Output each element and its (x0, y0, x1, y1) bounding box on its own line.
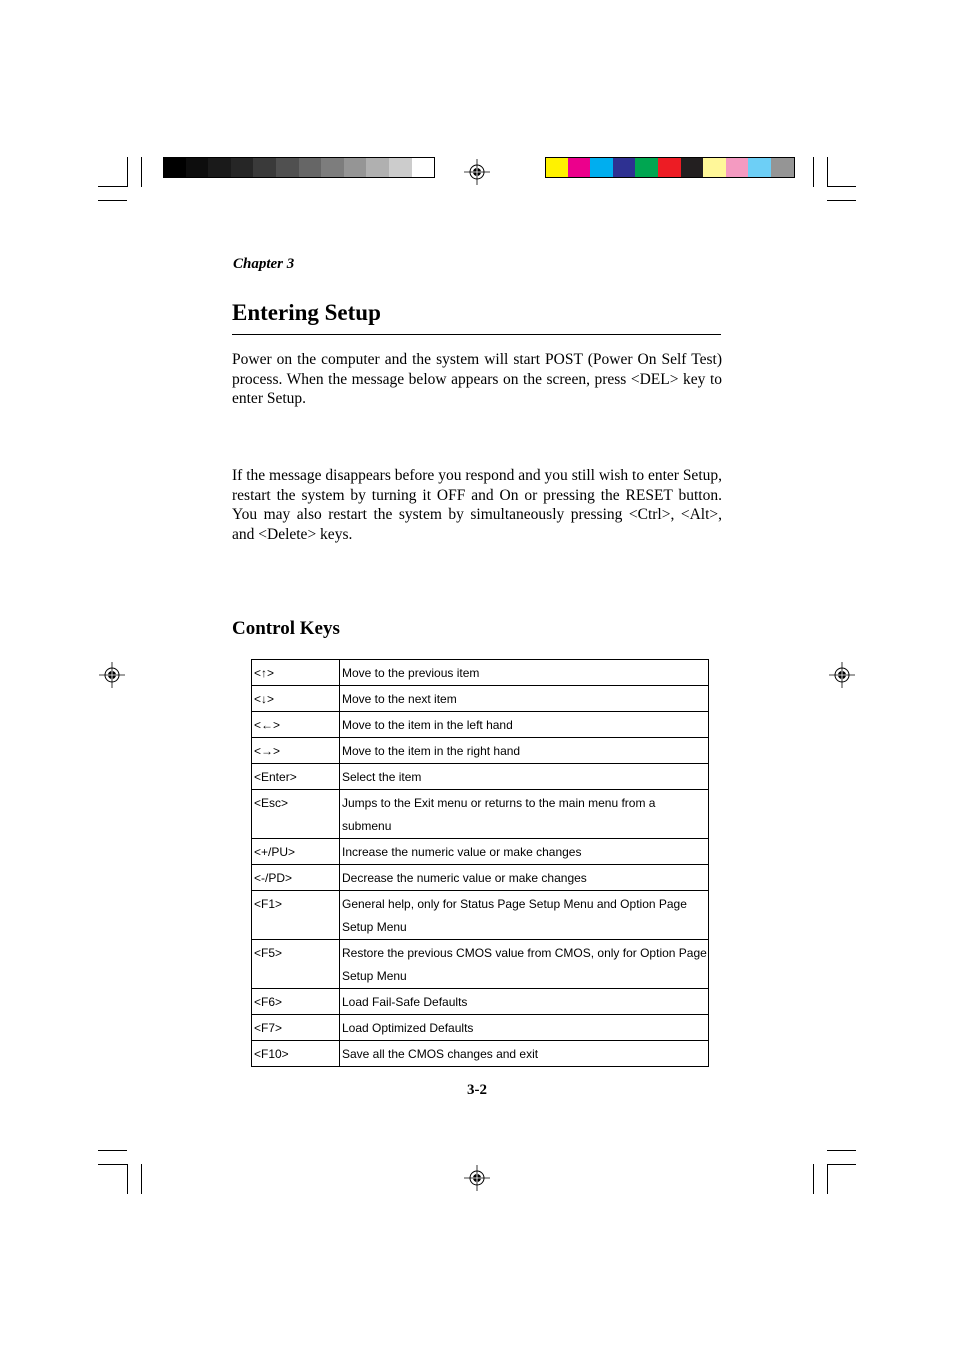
table-row (252, 660, 709, 686)
table-row (252, 940, 709, 989)
crop-mark (827, 200, 856, 201)
key-cell: <F10> (252, 1041, 340, 1067)
table-row (252, 790, 709, 839)
table-row (252, 891, 709, 940)
description-cell: Increase the numeric value or make changes (340, 839, 709, 865)
table-row (252, 1041, 709, 1067)
table-row (252, 764, 709, 790)
registration-mark-icon (829, 662, 855, 688)
key-cell: <F7> (252, 1015, 340, 1041)
crop-mark (827, 1164, 828, 1194)
crop-mark (827, 1150, 856, 1151)
bar-frame (545, 157, 795, 178)
bar-frame (163, 157, 435, 178)
key-cell: <Esc> (252, 790, 340, 839)
key-cell: <↓> (252, 686, 340, 712)
crop-mark (98, 1164, 127, 1165)
description-cell: Decrease the numeric value or make changes (340, 865, 709, 891)
crop-mark (98, 186, 127, 187)
chapter-label: Chapter 3 (233, 256, 295, 272)
table-row (252, 865, 709, 891)
key-cell: <→> (252, 738, 340, 764)
key-cell: <F6> (252, 989, 340, 1015)
description-cell: Move to the item in the right hand (340, 738, 709, 764)
key-cell: <F1> (252, 891, 340, 940)
restart-paragraph: If the message disappears before you respond and you still wish to enter Setup, restart the system by turning it OFF and On or pressing the RESET button. You may also restart the system by simultaneously pressing <Ctrl>, <Alt>, and <Delete> keys. (232, 467, 722, 543)
crop-mark (127, 157, 128, 187)
registration-mark-icon (464, 1165, 490, 1191)
description-cell: Select the item (340, 764, 709, 790)
key-cell: <↑> (252, 660, 340, 686)
crop-mark (127, 1164, 128, 1194)
section-title: Entering Setup (232, 300, 381, 325)
control-keys-table (251, 659, 709, 1067)
description-cell: Move to the next item (340, 686, 709, 712)
description-cell: Load Optimized Defaults (340, 1015, 709, 1041)
description-cell: General help, only for Status Page Setup Menu and Option Page Setup Menu (340, 891, 709, 940)
key-cell: <-/PD> (252, 865, 340, 891)
key-cell: <F5> (252, 940, 340, 989)
key-cell: <←> (252, 712, 340, 738)
control-keys-heading: Control Keys (232, 618, 340, 639)
title-divider (232, 334, 721, 335)
crop-mark (141, 157, 142, 187)
crop-mark (827, 186, 856, 187)
crop-mark (141, 1164, 142, 1194)
description-cell: Jumps to the Exit menu or returns to the main menu from a submenu (340, 790, 709, 839)
description-cell: Restore the previous CMOS value from CMOS, only for Option Page Setup Menu (340, 940, 709, 989)
registration-mark-icon (464, 159, 490, 185)
description-cell: Move to the item in the left hand (340, 712, 709, 738)
description-cell: Save all the CMOS changes and exit (340, 1041, 709, 1067)
page-number: 3-2 (467, 1082, 487, 1098)
table-row (252, 738, 709, 764)
key-cell: <+/PU> (252, 839, 340, 865)
intro-paragraph: Power on the computer and the system will start POST (Power On Self Test) process. When the message below appears on the screen, press <DEL> key to enter Setup. (232, 351, 722, 407)
crop-mark (827, 1164, 856, 1165)
crop-mark (813, 157, 814, 187)
table-row (252, 839, 709, 865)
description-cell: Load Fail-Safe Defaults (340, 989, 709, 1015)
table-row (252, 686, 709, 712)
table-row (252, 1015, 709, 1041)
table-row (252, 989, 709, 1015)
crop-mark (813, 1164, 814, 1194)
crop-mark (98, 200, 127, 201)
registration-mark-icon (99, 662, 125, 688)
key-cell: <Enter> (252, 764, 340, 790)
crop-mark (827, 157, 828, 187)
crop-mark (98, 1150, 127, 1151)
description-cell: Move to the previous item (340, 660, 709, 686)
table-row (252, 712, 709, 738)
